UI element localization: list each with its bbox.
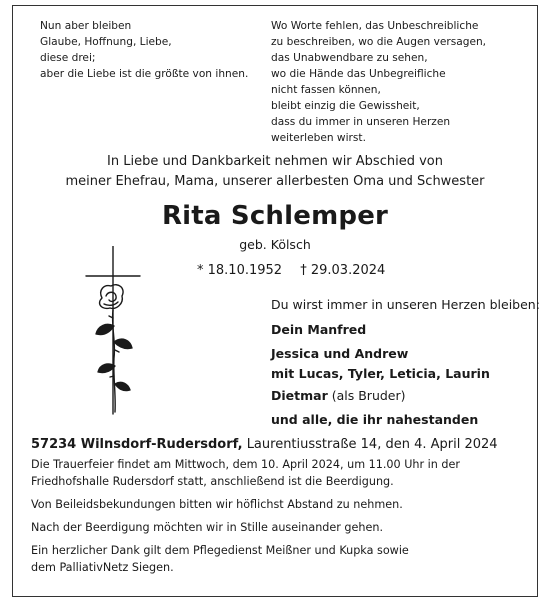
- mourner-spouse: Dein Manfred: [271, 322, 367, 337]
- poem-line: dass du immer in unseren Herzen: [271, 116, 451, 128]
- poem-line: weiterleben wirst.: [271, 132, 366, 144]
- poem-left: [40, 18, 248, 82]
- poem-line: Wo Worte fehlen, das Unbeschreibliche: [271, 20, 479, 32]
- poem-line: Nun aber bleiben: [40, 20, 132, 32]
- deceased-name: Rita Schlemper: [161, 201, 389, 231]
- mourner-brother: [271, 386, 540, 406]
- silence-note: Nach der Beerdigung möchten wir in Stille auseinander gehen.: [31, 521, 384, 534]
- place-date: [31, 437, 531, 452]
- thanks-line: Ein herzlicher Dank gilt dem Pflegedienst Meißner und Kupka sowie: [31, 544, 409, 557]
- mourner-brother-note: (als Bruder): [331, 388, 406, 403]
- thanks-line: dem PalliativNetz Siegen.: [31, 561, 174, 574]
- death-date: † 29.03.2024: [300, 263, 386, 278]
- funeral-details: [31, 437, 531, 582]
- mourner-brother-name: Dietmar: [271, 388, 328, 403]
- intro-line: In Liebe und Dankbarkeit nehmen wir Abschied von: [107, 154, 443, 169]
- poem-line: Glaube, Hoffnung, Liebe,: [40, 36, 172, 48]
- funeral-line: Friedhofshalle Rudersdorf statt, anschließend ist die Beerdigung.: [31, 475, 394, 488]
- mourners-list: [271, 295, 540, 430]
- mourners-intro: Du wirst immer in unseren Herzen bleiben:: [271, 297, 540, 312]
- poem-line: bleibt einzig die Gewissheit,: [271, 100, 420, 112]
- poem-line: diese drei;: [40, 52, 96, 64]
- condolence-note: Von Beileidsbekundungen bitten wir höflichst Abstand zu nehmen.: [31, 498, 403, 511]
- farewell-intro: [0, 152, 550, 192]
- funeral-info: [31, 456, 531, 490]
- poem-line: zu beschreiben, wo die Augen versagen,: [271, 36, 487, 48]
- cross-with-rose-icon: [80, 246, 142, 416]
- poem-right: [271, 18, 486, 146]
- birth-date: * 18.10.1952: [197, 263, 283, 278]
- place-address-date: Laurentiusstraße 14, den 4. April 2024: [246, 437, 498, 452]
- thanks-note: [31, 542, 531, 576]
- poem-line: nicht fassen können,: [271, 84, 381, 96]
- poem-line: aber die Liebe ist die größte von ihnen.: [40, 68, 249, 80]
- mourner-children: Jessica und Andrew: [271, 346, 409, 361]
- mourner-others: und alle, die ihr nahestanden: [271, 412, 479, 427]
- place-name: 57234 Wilnsdorf-Rudersdorf,: [31, 437, 243, 452]
- funeral-line: Die Trauerfeier findet am Mittwoch, dem 10. April 2024, um 11.00 Uhr in der: [31, 458, 461, 471]
- intro-line: meiner Ehefrau, Mama, unserer allerbesten Oma und Schwester: [65, 174, 485, 189]
- poem-line: das Unabwendbare zu sehen,: [271, 52, 428, 64]
- birth-name: geb. Kölsch: [239, 237, 311, 252]
- poem-line: wo die Hände das Unbegreifliche: [271, 68, 446, 80]
- mourner-grandchildren: mit Lucas, Tyler, Leticia, Laurin: [271, 366, 490, 381]
- life-dates: [197, 263, 385, 278]
